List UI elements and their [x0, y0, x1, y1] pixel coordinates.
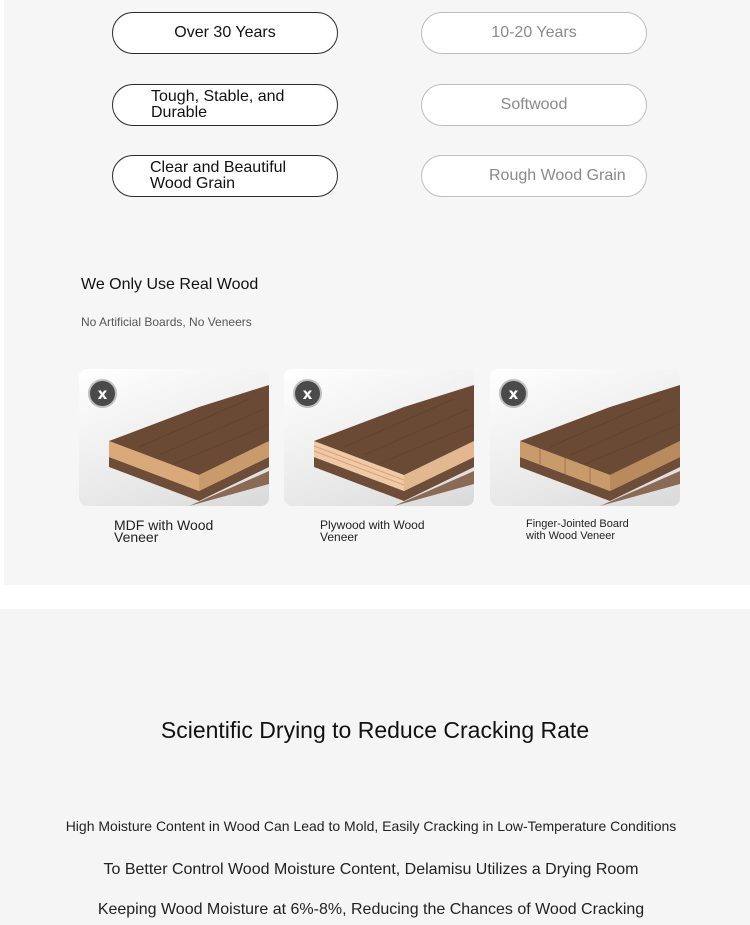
- comparison-section: [4, 0, 750, 585]
- pill-text: Clear and Beautiful Wood Grain: [150, 159, 287, 192]
- pill-text: Softwood: [500, 96, 568, 113]
- pill-good-grain: [112, 155, 338, 197]
- board-card-mdf: [79, 369, 269, 506]
- pill-good-durability: [112, 84, 338, 126]
- pill-text: Over 30 Years: [174, 24, 276, 41]
- pill-bad-grain: [421, 155, 647, 197]
- pill-text: 10-20 Years: [491, 24, 577, 41]
- board-label-plywood: Plywood with Wood Veneer: [320, 518, 425, 544]
- reject-x-icon: x: [88, 379, 117, 408]
- reject-x-icon: x: [499, 379, 528, 408]
- pill-text: Tough, Stable, and Durable: [151, 88, 285, 121]
- pill-text: Rough Wood Grain: [489, 167, 626, 184]
- drying-line-drying-room: To Better Control Wood Moisture Content, Delamisu Utilizes a Drying Room: [103, 861, 639, 878]
- pill-bad-lifespan: [421, 12, 647, 54]
- pill-good-lifespan: [112, 12, 338, 54]
- board-card-finger-jointed: [490, 369, 680, 506]
- drying-title: Scientific Drying to Reduce Cracking Rate: [160, 717, 590, 743]
- board-label-finger-jointed: Finger-Jointed Board with Wood Veneer: [526, 518, 629, 542]
- pill-bad-hardness: [421, 84, 647, 126]
- reject-x-icon: x: [293, 379, 322, 408]
- drying-line-moisture: High Moisture Content in Wood Can Lead to Mold, Easily Cracking in Low-Temperature Conditions: [65, 818, 677, 834]
- drying-section: [0, 609, 750, 925]
- real-wood-title: We Only Use Real Wood: [81, 276, 259, 293]
- real-wood-subtitle: No Artificial Boards, No Veneers: [81, 315, 252, 329]
- drying-line-moisture-range: Keeping Wood Moisture at 6%-8%, Reducing the Chances of Wood Cracking: [97, 901, 645, 918]
- board-label-mdf: MDF with Wood Veneer: [114, 517, 214, 545]
- board-card-plywood: [284, 369, 474, 506]
